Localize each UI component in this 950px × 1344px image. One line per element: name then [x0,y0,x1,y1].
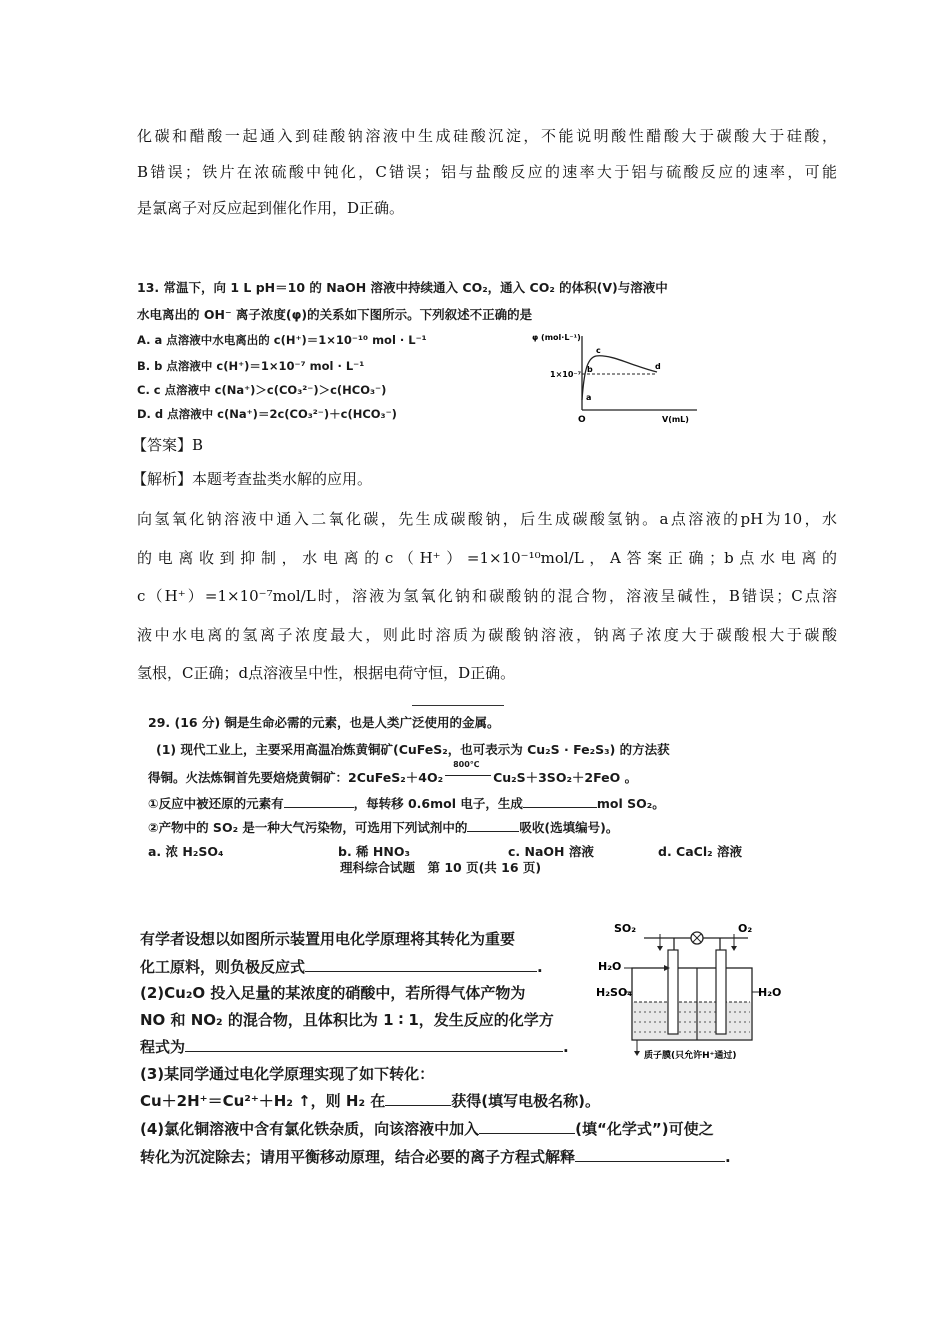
answer-blank[interactable] [305,959,537,972]
q29-line4: ①反应中被还原的元素有 ，每转移 0.6mol 电子，生成 mol SO₂。 [148,796,665,811]
q29-line1: 29. (16 分) 铜是生命必需的元素，也是人类广泛使用的金属。 [148,715,500,730]
q13-option-c: C. c 点溶液中 c(Na⁺)＞c(CO₃²⁻)＞c(HCO₃⁻) [137,383,387,397]
label-membrane: 质子膜(只允许H⁺通过) [644,1051,737,1061]
text-line: 向氢氧化钠溶液中通入二氧化碳，先生成碳酸钠，后生成碳酸氢钠。a点溶液的pH为10，水 [137,510,837,528]
text-line: 液中水电离的氢离子浓度最大，则此时溶质为碳酸钠溶液，钠离子浓度大于碳酸根大于碳酸 [137,625,837,644]
label-h2so4: H₂SO₄ [596,986,633,999]
analysis-paragraph [137,500,837,693]
q29-choice-b: b. 稀 HNO₃ [338,844,410,859]
q29-line2: (1) 现代工业上，主要采用高温冶炼黄铜矿(CuFeS₂，也可表示为 Cu₂S · Fe₂S₃) 的方法获 [156,742,670,757]
part2-line4: NO 和 NO₂ 的混合物，且体积比为 1 ∶ 1，发生反应的化学方 [140,1011,554,1029]
q29-choice-c: c. NaOH 溶液 [508,844,594,859]
text-line: B错误；铁片在浓硫酸中钝化，C错误；铝与盐酸反应的速率大于铝与硫酸反应的速率，可能 [137,163,837,181]
part2-line9: 转化为沉淀除去；请用平衡移动原理，结合必要的离子方程式解释 . [140,1148,731,1166]
answer-blank[interactable] [479,1121,575,1134]
part2-line8: (4)氯化铜溶液中含有氯化铁杂质，向该溶液中加入 (填“化学式”)可使之 [140,1120,714,1138]
text-line: 化碳和醋酸一起通入到硅酸钠溶液中生成硅酸沉淀，不能说明酸性醋酸大于碳酸大于硅酸， [137,127,837,145]
text-line: 氢根，C正确；d点溶液呈中性，根据电荷守恒，D正确。 [137,664,516,683]
part2-line2: 化工原料，则负极反应式 . [140,958,543,976]
q29-line5: ②产物中的 SO₂ 是一种大气污染物，可选用下列试剂中的 吸收(选填编号)。 [148,820,619,835]
question29-image [148,710,788,870]
q13-point-a: a [586,393,592,402]
part2-image [140,922,790,1173]
part2-line5: 程式为 . [140,1038,569,1056]
q29-condition: 800℃ [453,760,480,769]
answer-blank[interactable] [284,795,354,808]
q13-point-c: c [596,346,601,355]
text-line: c（H⁺）=1×10⁻⁷mol/L时，溶液为氢氧化钠和碳酸钠的混合物，溶液呈碱性，B错误；C点溶 [137,587,837,606]
answer-blank[interactable] [575,1149,725,1162]
q13-option-d: D. d 点溶液中 c(Na⁺)＝2c(CO₃²⁻)＋c(HCO₃⁻) [137,407,397,421]
q13-stem-line1: 13. 常温下，向 1 L pH＝10 的 NaOH 溶液中持续通入 CO₂，通入 CO₂ 的体积(V)与溶液中 [137,280,668,295]
q13-stem-line2: 水电离出的 OH⁻ 离子浓度(φ)的关系如下图所示。下列叙述不正确的是 [137,307,533,322]
part2-line6: (3)某同学通过电化学原理实现了如下转化： [140,1065,435,1083]
answer-blank[interactable] [185,1039,563,1052]
answer-blank[interactable] [385,1093,451,1106]
q13-graph [532,332,702,425]
q13-xlabel: V(mL) [662,415,689,424]
q29-choice-a: a. 浓 H₂SO₄ [148,844,224,859]
q13-origin: O [578,415,586,425]
analysis-title: 【解析】本题考查盐类水解的应用。 [132,470,373,488]
scan-divider [412,705,504,706]
label-so2: SO₂ [614,922,637,935]
cell-diagram [596,920,787,1061]
top-paragraph [137,118,837,226]
q29-choice-d: d. CaCl₂ 溶液 [658,844,742,859]
text-line: 的电离收到抑制，水电离的c（H⁺）=1×10⁻¹⁰mol/L，A答案正确；b点水电离的 [137,548,837,567]
text-line: 是氯离子对反应起到催化作用，D正确。 [137,199,405,217]
q13-point-d: d [655,362,661,371]
answer-block [132,428,837,496]
question13-image [137,276,707,426]
q13-point-b: b [587,365,593,374]
part2-line7: Cu＋2H⁺＝Cu²⁺＋H₂ ↑，则 H₂ 在 获得(填写电极名称)。 [140,1092,600,1110]
q13-option-b: B. b 点溶液中 c(H⁺)＝1×10⁻⁷ mol · L⁻¹ [137,359,365,373]
q13-option-a: A. a 点溶液中水电离出的 c(H⁺)＝1×10⁻¹⁰ mol · L⁻¹ [137,333,427,347]
answer-blank[interactable] [523,795,597,808]
q13-ylabel: φ (mol·L⁻¹) [532,333,581,342]
label-o2: O₂ [738,922,753,935]
part2-line1: 有学者设想以如图所示装置用电化学原理将其转化为重要 [140,930,516,948]
label-h2o-left: H₂O [598,960,622,973]
q13-ytick: 1×10⁻⁷ [550,370,582,379]
part2-line3: (2)Cu₂O 投入足量的某浓度的硝酸中，若所得气体产物为 [140,984,526,1002]
label-h2o-right: H₂O [758,986,782,999]
answer-label: 【答案】B [132,436,204,454]
q29-line3: 得铜。火法炼铜首先要焙烧黄铜矿：2CuFeS₂＋4O₂ 800℃ Cu₂S＋3SO₂＋2FeO 。 [148,760,638,785]
answer-blank[interactable] [467,819,519,832]
